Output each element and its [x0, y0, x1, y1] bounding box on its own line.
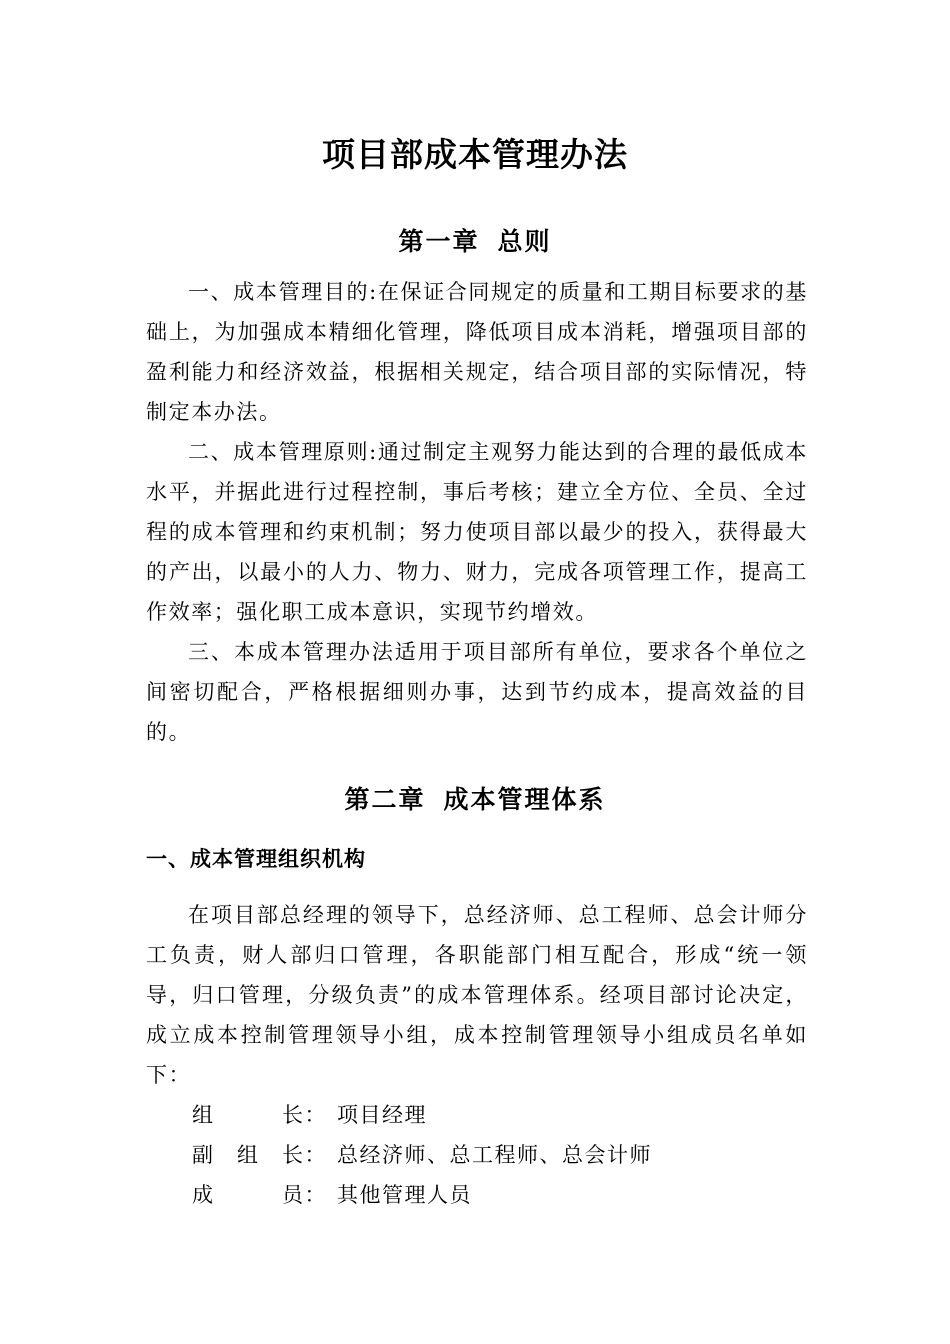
chapter-1-label: 第一章: [398, 227, 480, 256]
document-title: 项目部成本管理办法: [322, 135, 628, 174]
chapter-1-name: 总则: [497, 227, 552, 256]
chapter-2-name: 成本管理体系: [443, 785, 606, 814]
member-role: 副 组 长：: [192, 1143, 327, 1167]
member-list: [192, 1095, 652, 1215]
member-value: 项目经理: [337, 1103, 427, 1127]
member-row-deputy: [192, 1135, 652, 1175]
section-1-title: 一、成本管理组织机构: [146, 846, 366, 871]
member-value: 总经济师、总工程师、总会计师: [337, 1143, 652, 1167]
chapter-1-paragraph-2: 二、成本管理原则:通过制定主观努力能达到的合理的最低成本水平，并据此进行过程控制，事后考核；建立全方位、全员、全过程的成本管理和约束机制；努力使项目部以最少的投入，获得最大的产出，以最小的人力、物力、财力，完成各项管理工作，提高工作效率；强化职工成本意识，实现节约增效。: [146, 440, 808, 624]
member-role: 成 员：: [192, 1183, 327, 1207]
chapter-1-paragraph-1: 一、成本管理目的:在保证合同规定的质量和工期目标要求的基础上，为加强成本精细化管理，降低项目成本消耗，增强项目部的盈利能力和经济效益，根据相关规定，结合项目部的实际情况，特制定本办法。: [146, 280, 808, 424]
chapter-2-heading: [0, 780, 950, 820]
section-1-paragraph: 在项目部总经理的领导下，总经济师、总工程师、总会计师分工负责，财人部归口管理，各职能部门相互配合，形成“统一领导，归口管理，分级负责”的成本管理体系。经项目部讨论决定，成立成本控制管理领导小组，成本控制管理领导小组成员名单如下：: [146, 903, 808, 1087]
member-row-members: [192, 1175, 652, 1215]
member-value: 其他管理人员: [337, 1183, 472, 1207]
chapter-2-label: 第二章: [344, 785, 426, 814]
member-row-leader: [192, 1095, 652, 1135]
chapter-1-paragraph-3: 三、本成本管理办法适用于项目部所有单位，要求各个单位之间密切配合，严格根据细则办事，达到节约成本，提高效益的目的。: [146, 640, 808, 744]
chapter-1-heading: [0, 222, 950, 262]
member-role: 组 长：: [192, 1103, 327, 1127]
